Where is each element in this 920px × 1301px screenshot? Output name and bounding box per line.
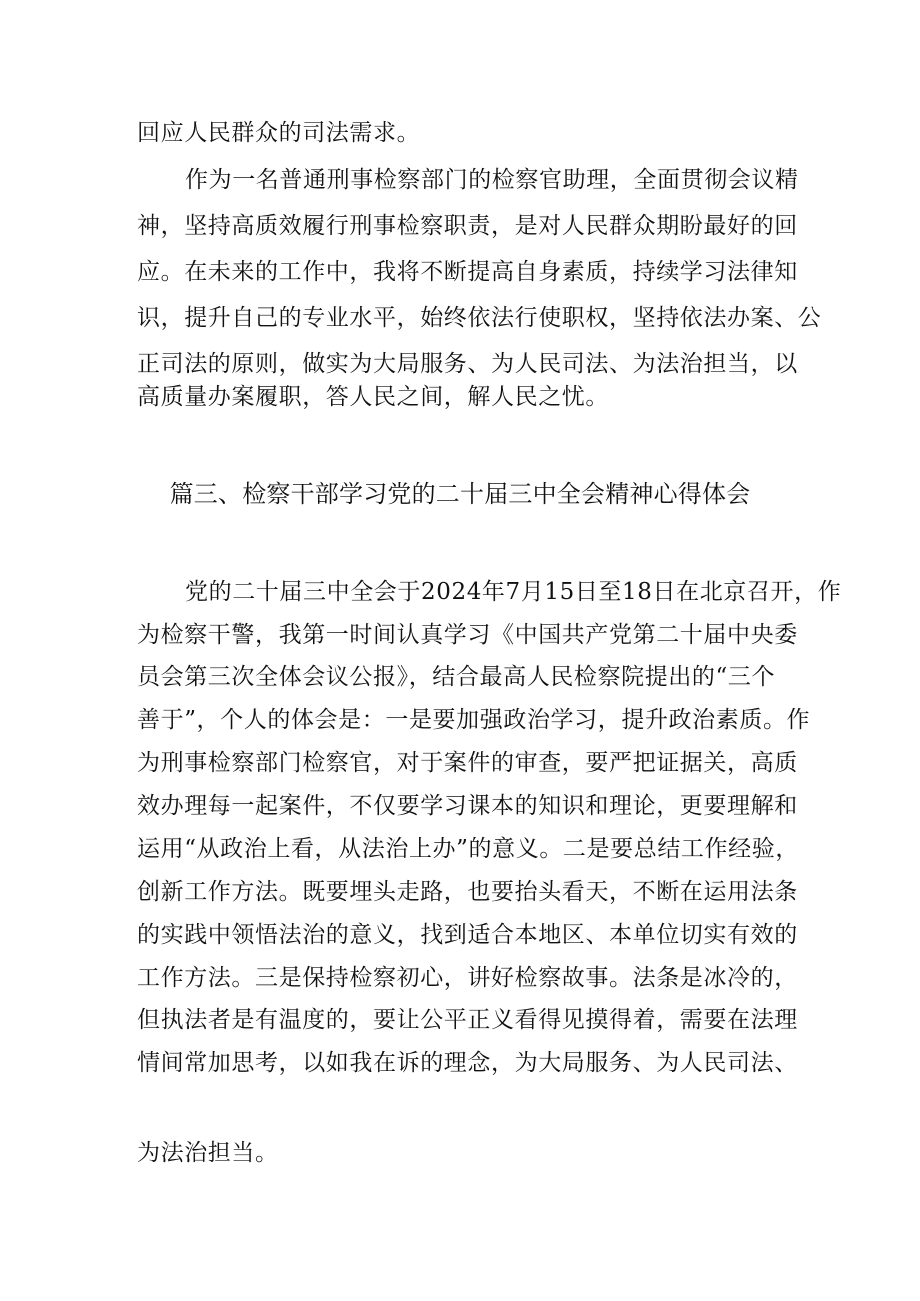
paragraph-2-line: 善于”，个人的体会是：一是要加强政治学习，提升政治素质。作: [137, 707, 811, 733]
paragraph-2-line: 情间常加思考，以如我在诉的理念，为大局服务、为人民司法、: [137, 1050, 798, 1076]
paragraph-2-line: 为刑事检察部门检察官，对于案件的审查，要严把证据关，高质: [137, 750, 798, 776]
section-title: 篇三、检察干部学习党的二十届三中全会精神心得体会: [169, 480, 751, 508]
paragraph-1-line: 作为一名普通刑事检察部门的检察官助理，全面贯彻会议精: [185, 167, 799, 193]
paragraph-top-tail: 回应人民群众的司法需求。: [137, 120, 421, 146]
paragraph-2-line: 为检察干警，我第一时间认真学习《中国共产党第二十届中央委: [137, 622, 798, 648]
paragraph-2-tail: 为法治担当。: [137, 1140, 279, 1166]
paragraph-1-line: 神，坚持高质效履行刑事检察职责，是对人民群众期盼最好的回: [137, 213, 798, 239]
paragraph-2-line: 创新工作方法。既要埋头走路，也要抬头看天，不断在运用法条: [137, 879, 798, 905]
paragraph-1-line: 高质量办案履职，答人民之间，解人民之忧。: [137, 384, 609, 410]
paragraph-2-line: 效办理每一起案件，不仅要学习课本的知识和理论，更要理解和: [137, 793, 798, 819]
paragraph-2-line: 运用“从政治上看，从法治上办”的意义。二是要总结工作经验，: [137, 836, 799, 862]
paragraph-1-line: 正司法的原则，做实为大局服务、为人民司法、为法治担当，以: [137, 351, 798, 377]
paragraph-1-line: 应。在未来的工作中，我将不断提高自身素质，持续学习法律知: [137, 259, 798, 285]
paragraph-2-line: 但执法者是有温度的，要让公平正义看得见摸得着，需要在法理: [137, 1007, 798, 1033]
paragraph-2-line: 工作方法。三是保持检察初心，讲好检察故事。法条是冰冷的，: [137, 965, 798, 991]
paragraph-2-line: 的实践中领悟法治的意义，找到适合本地区、本单位切实有效的: [137, 922, 798, 948]
paragraph-2-line: 党的二十届三中全会于2024年7月15日至18日在北京召开，作: [185, 579, 842, 605]
paragraph-2-line: 员会第三次全体会议公报》，结合最高人民检察院提出的“三个: [137, 664, 776, 690]
paragraph-1-line: 识，提升自己的专业水平，始终依法行使职权，坚持依法办案、公: [137, 305, 822, 331]
